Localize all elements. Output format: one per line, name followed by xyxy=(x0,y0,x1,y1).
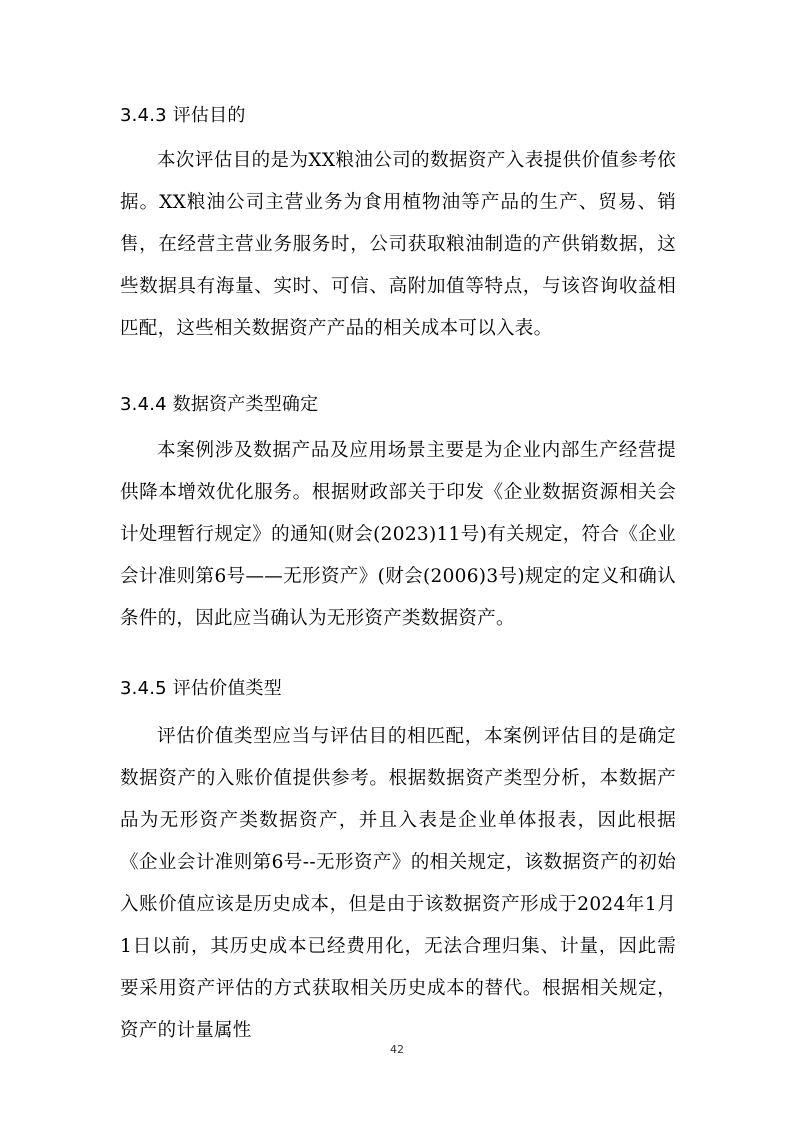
section-paragraph-data-asset-type: 本案例涉及数据产品及应用场景主要是为企业内部生产经营提供降本增效优化服务。根据财政部关于印发《企业数据资源相关会计处理暂行规定》的通知(财会(2023)11号)有关规定，符合《企业会计准则第6号——无形资产》(财会(2006)3号)规定的定义和确认条件的，因此应当确认为无形资产类数据资产。 xyxy=(120,440,676,629)
section-paragraph-evaluation-purpose: 本次评估目的是为XX粮油公司的数据资产入表提供价值参考依据。XX粮油公司主营业务为食用植物油等产品的生产、贸易、销售，在经营主营业务服务时，公司获取粮油制造的产供销数据，这些数据具有海量、实时、可信、高附加值等特点，与该咨询收益相匹配，这些相关数据资产产品的相关成本可以入表。 xyxy=(120,150,676,339)
section-paragraph-value-type: 评估价值类型应当与评估目的相匹配，本案例评估目的是确定数据资产的入账价值提供参考。根据数据资产类型分析，本数据产品为无形资产类数据资产，并且入表是企业单体报表，因此根据《企业会计准则第6号--无形资产》的相关规定，该数据资产的初始入账价值应该是历史成本，但是由于该数据资产形成于2024年1月1日以前，其历史成本已经费用化，无法合理归集、计量，因此需要采用资产评估的方式获取相关历史成本的替代。根据相关规定，资产的计量属性 xyxy=(120,726,676,1041)
section-heading-evaluation-purpose: 3.4.3 评估目的 xyxy=(120,105,246,126)
section-heading-value-type: 3.4.5 评估价值类型 xyxy=(120,678,282,699)
page-number: 42 xyxy=(390,1043,404,1056)
section-heading-data-asset-type: 3.4.4 数据资产类型确定 xyxy=(120,394,319,415)
